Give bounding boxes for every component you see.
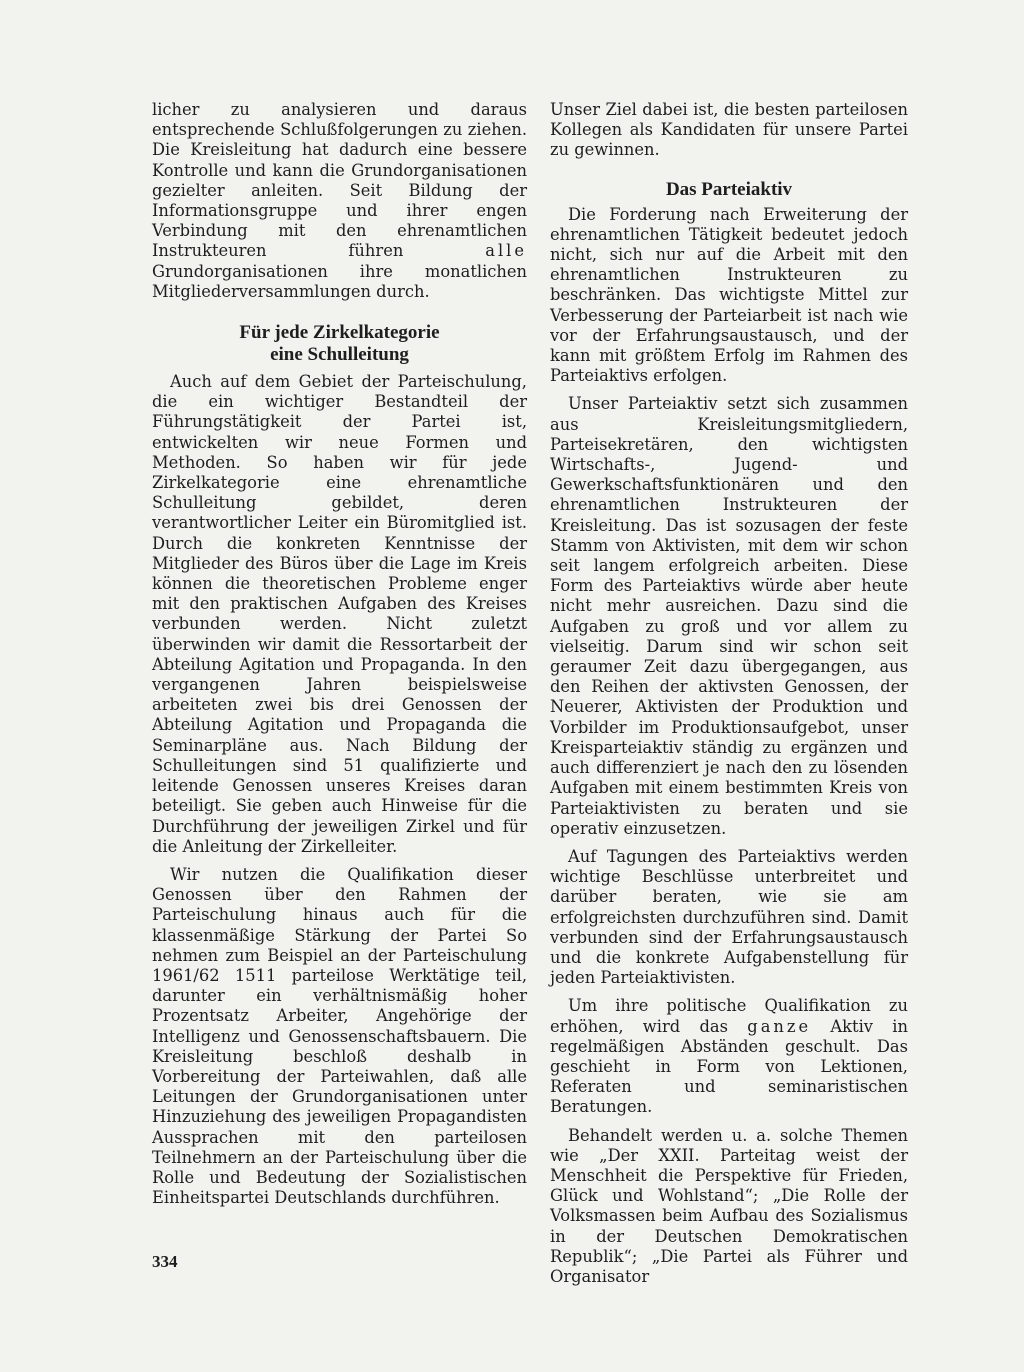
paragraph: Behandelt werden u. a. solche Themen wie „Der XXII. Parteitag weist der Menschheit die Perspektive für Frieden, Glück und Wohlstand“; „Die Rolle der Volksmassen beim Aufbau des Sozialismus in der Deutschen Demokratischen Republik“; „Die Partei als Führer und Organisator <box>550 1125 908 1286</box>
right-column <box>550 100 908 1295</box>
paragraph: Auch auf dem Gebiet der Parteischulung, die ein wichtiger Bestandteil der Führungstätigkeit der Partei ist, entwickelten wir neue Formen und Methoden. So haben wir für jede Zirkelkategorie eine ehrenamtliche Schulleitung gebildet, deren verantwortlicher Leiter ein Büromitglied ist. Durch die konkreten Kenntnisse der Mitglieder des Büros über die Lage im Kreis können die theoretischen Probleme enger mit den praktischen Aufgaben des Kreises verbunden werden. Nicht zuletzt überwinden wir damit die Ressortarbeit der Abteilung Agitation und Propaganda. In den vergangenen Jahren beispielsweise arbeiteten zwei bis drei Genossen der Abteilung Agitation und Propaganda die Seminarpläne aus. Nach Bildung der Schulleitungen sind 51 qualifizierte und leitende Genossen unseres Kreises daran beteiligt. Sie geben auch Hinweise für die Durchführung der jeweiligen Zirkel und für die Anleitung der Zirkelleiter. <box>152 372 527 856</box>
paragraph <box>550 996 908 1117</box>
heading-line: Für jede Zirkelkategorie <box>239 322 440 344</box>
section-heading <box>152 322 527 366</box>
paragraph: Wir nutzen die Qualifikation dieser Genossen über den Rahmen der Parteischulung hinaus auch für die klassenmäßige Stärkung der Partei So nehmen zum Beispiel an der Parteischulung 1961/62 1511 parteilose Werktätige teil, darunter ein verhältnismäßig hoher Prozentsatz Arbeiter, Angehörige der Intelligenz und Genossenschaftsbauern. Die Kreisleitung beschloß deshalb in Vorbereitung der Parteiwahlen, daß alle Leitungen der Grundorganisationen unter Hinzuziehung des jeweiligen Propagandisten Aussprachen mit den parteilosen Teilnehmern an der Parteischulung über die Rolle und Bedeutung der Sozialistischen Einheitspartei Deutschlands durchführen. <box>152 864 527 1208</box>
section-heading: Das Parteiaktiv <box>665 178 793 200</box>
spaced-emphasis: alle <box>485 241 527 261</box>
paragraph: Die Forderung nach Erweiterung der ehrenamtlichen Tätigkeit bedeutet jedoch nicht, sich nur auf die Arbeit mit den ehrenamtlichen Instrukteuren zu beschränken. Das wichtigste Mittel zur Verbesserung der Parteiarbeit ist nach wie vor der Erfahrungsaustausch, und der kann mit größtem Erfolg im Rahmen des Parteiaktivs erfolgen. <box>550 204 908 386</box>
left-column <box>152 100 527 1216</box>
spaced-emphasis: ganze <box>747 1016 812 1036</box>
paragraph: Auf Tagungen des Parteiaktivs werden wichtige Beschlüsse unterbreitet und darüber beraten, wie sie am erfolgreichsten durchzuführen sind. Damit verbunden sind der Erfahrungsaustausch und die konkrete Aufgabenstellung für jeden Parteiaktivisten. <box>550 846 908 988</box>
paragraph-text: Um ihre politische Qualifikation zu erhöhen, wird das <box>550 996 908 1036</box>
paragraph <box>152 100 527 302</box>
page-number: 334 <box>152 1252 178 1271</box>
heading-line: eine Schulleitung <box>270 344 409 366</box>
paragraph: Unser Parteiaktiv setzt sich zusammen aus Kreisleitungsmitgliedern, Parteisekretären, den wichtigsten Wirtschafts-, Jugend- und Gewerkschaftsfunktionären und den ehrenamtlichen Instrukteuren der Kreisleitung. Das ist sozusagen der feste Stamm von Aktivisten, mit dem wir schon seit langem erfolgreich arbeiten. Diese Form des Parteiaktivs würde aber heute nicht mehr ausreichen. Dazu sind die Aufgaben zu groß und vor allem zu vielseitig. Darum sind wir schon seit geraumer Zeit dazu übergegangen, aus den Reihen der aktivsten Genossen, der Neuerer, Aktivisten der Produktion und Vorbilder im Produktionsaufgebot, unser Kreisparteiaktiv ständig zu ergänzen und auch differenziert je nach den zu lösenden Aufgaben mit einem bestimmten Kreis von Parteiaktivisten zu beraten und sie operativ einzusetzen. <box>550 394 908 838</box>
paragraph-text: Grundorganisationen ihre monatlichen Mitgliederversammlungen durch. <box>152 261 527 301</box>
paragraph: Unser Ziel dabei ist, die besten parteilosen Kollegen als Kandidaten für unsere Partei zu gewinnen. <box>550 100 908 160</box>
paragraph-text: Aktiv in regelmäßigen Abständen geschult. Das geschieht in Form von Lektionen, Referaten und seminaristischen Beratungen. <box>550 1016 908 1117</box>
paragraph-text: licher zu analysieren und daraus entsprechende Schlußfolgerungen zu ziehen. Die Kreisleitung hat dadurch eine bessere Kontrolle und kann die Grundorganisationen gezielter anleiten. Seit Bildung der Informationsgruppe und ihrer engen Verbindung mit den ehrenamtlichen Instrukteuren führen <box>152 100 527 261</box>
